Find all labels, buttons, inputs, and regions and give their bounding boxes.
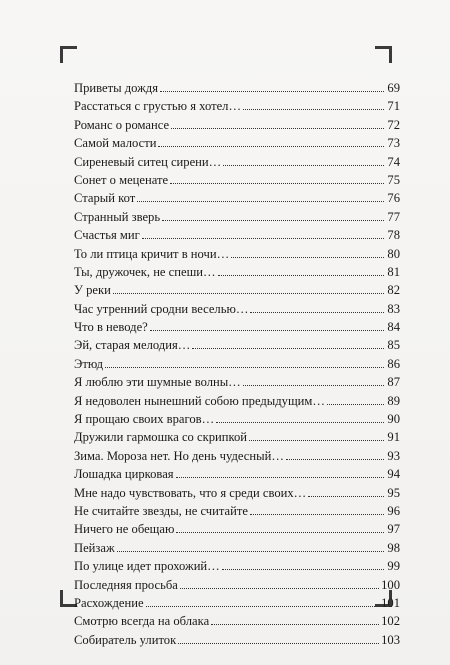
toc-entry-title: Этюд — [74, 356, 103, 371]
toc-entry — [74, 189, 400, 207]
toc-entry-page: 84 — [387, 320, 400, 335]
toc-entry-title: Что в неводе? — [74, 320, 148, 335]
toc-entry-title: Пейзаж — [74, 540, 115, 555]
toc-entry-leader — [308, 496, 384, 497]
toc-entry-leader — [117, 551, 384, 552]
toc-entry — [74, 318, 400, 336]
toc-entry — [74, 392, 400, 410]
toc-entry — [74, 79, 400, 97]
toc-entry — [74, 484, 400, 502]
toc-entry-page: 72 — [387, 117, 400, 132]
toc-entry-page: 91 — [387, 430, 400, 445]
toc-entry-title: Собиратель улиток — [74, 632, 177, 647]
toc-entry-leader — [243, 385, 384, 386]
toc-entry — [74, 502, 400, 520]
toc-entry-page: 71 — [387, 99, 400, 114]
toc-entry-page: 76 — [387, 191, 400, 206]
toc-entry-leader — [162, 220, 384, 221]
toc-entry-leader — [146, 606, 380, 607]
toc-entry — [74, 281, 400, 299]
toc-entry-page: 87 — [387, 375, 400, 390]
toc-entry-page: 93 — [387, 448, 400, 463]
toc-entry-leader — [171, 128, 384, 129]
toc-entry-page: 89 — [387, 393, 400, 408]
toc-entry-title: У реки — [74, 283, 111, 298]
toc-entry-title: Приветы дождя — [74, 81, 158, 95]
toc-entry-title: Сонет о меценате — [74, 172, 169, 187]
toc-entry-leader — [222, 569, 384, 570]
toc-entry-leader — [158, 146, 384, 147]
toc-entry — [74, 594, 400, 612]
toc-entry — [74, 116, 400, 134]
toc-entry — [74, 134, 400, 152]
toc-entry — [74, 465, 400, 483]
toc-entry-leader — [160, 91, 384, 92]
toc-entry-page: 97 — [387, 522, 400, 537]
corner-ornament-top-right — [375, 46, 392, 63]
toc-entry-leader — [150, 330, 384, 331]
toc-entry — [74, 336, 400, 354]
toc-entry-title: Дружили гармошка со скрипкой — [74, 430, 247, 445]
toc-entry-title: Романс о романсе — [74, 117, 170, 132]
toc-entry — [74, 208, 400, 226]
toc-entry-title: Старый кот — [74, 191, 136, 206]
toc-entry-title: Зима. Мороза нет. Но день чудесный… — [74, 448, 284, 463]
toc-entry-title: Ты, дружочек, не спеши… — [74, 264, 216, 279]
toc-entry — [74, 576, 400, 594]
toc-entry-leader — [192, 348, 384, 349]
toc-entry-leader — [327, 404, 384, 405]
toc-entry-leader — [113, 293, 384, 294]
toc-entry-title: Счастья миг — [74, 228, 140, 243]
toc-entry-title: Странный зверь — [74, 209, 161, 224]
toc-entry — [74, 245, 400, 263]
toc-entry-title: Сиреневый ситец сирени… — [74, 154, 222, 169]
toc-entry-page: 78 — [387, 228, 400, 243]
toc-entry-leader — [250, 514, 384, 515]
toc-entry — [74, 631, 400, 649]
toc-entry-page: 83 — [387, 301, 400, 316]
toc-entry-title: Эй, старая мелодия… — [74, 338, 191, 353]
toc-entry-page: 95 — [387, 485, 400, 500]
toc-entry — [74, 97, 400, 115]
toc-entry-title: Лошадка цирковая — [74, 467, 174, 482]
toc-entry — [74, 263, 400, 281]
corner-ornament-top-left — [60, 46, 77, 63]
toc-entry-leader — [105, 367, 384, 368]
toc-entry — [74, 153, 400, 171]
toc-entry-page: 100 — [381, 577, 400, 592]
toc-entry-leader — [176, 532, 384, 533]
toc-entry-leader — [223, 165, 384, 166]
toc-entry-title: Расстаться с грустью я хотел… — [74, 99, 242, 114]
toc-entry-page: 90 — [387, 412, 400, 427]
toc-entry-page: 82 — [387, 283, 400, 298]
toc-entry-leader — [180, 588, 379, 589]
toc-entry-leader — [286, 459, 384, 460]
toc-entry-title: Ничего не обещаю — [74, 522, 175, 537]
toc-entry-leader — [250, 312, 384, 313]
toc-entry-title: Я недоволен нынешний собою предыдущим… — [74, 393, 325, 408]
toc-entry-page: 99 — [387, 559, 400, 574]
toc-entry-title: Мне надо чувствовать, что я среди своих… — [74, 485, 307, 500]
toc-entry — [74, 447, 400, 465]
toc-entry — [74, 226, 400, 244]
toc-entry — [74, 520, 400, 538]
toc-entry — [74, 171, 400, 189]
toc-entry-page: 85 — [387, 338, 400, 353]
toc-entry-page: 75 — [387, 172, 400, 187]
toc-entry — [74, 557, 400, 575]
toc-entry-leader — [231, 257, 384, 258]
toc-entry — [74, 300, 400, 318]
toc-entry-page: 73 — [387, 136, 400, 151]
toc-entry-title: То ли птица кричит в ночи… — [74, 246, 230, 261]
toc-entry-page: 101 — [381, 595, 400, 610]
toc-entry — [74, 539, 400, 557]
toc-entry-page: 80 — [387, 246, 400, 261]
toc-entry-leader — [176, 477, 384, 478]
toc-entry-leader — [216, 422, 384, 423]
toc-entry-title: Я прощаю своих врагов… — [74, 412, 215, 427]
toc-entry-title: Последняя просьба — [74, 577, 178, 592]
toc-entry-title: По улице идет прохожий… — [74, 559, 220, 574]
toc-entry-leader — [218, 275, 384, 276]
toc-entry-page: 98 — [387, 540, 400, 555]
toc-entry-leader — [243, 109, 384, 110]
toc-entry-page: 96 — [387, 503, 400, 518]
toc-entry-title: Смотрю всегда на облака — [74, 614, 210, 629]
toc-entry-page: 94 — [387, 467, 400, 482]
toc-entry-title: Расхождение — [74, 595, 144, 610]
toc-entry-title: Не считайте звезды, не считайте — [74, 503, 248, 518]
toc-entry-page: 86 — [387, 356, 400, 371]
toc-entry — [74, 428, 400, 446]
toc-entry-page: 74 — [387, 154, 400, 169]
toc-entry-title: Самой малости — [74, 136, 157, 151]
toc-entry-title: Час утренний сродни веселью… — [74, 301, 249, 316]
toc-entry-page: 77 — [387, 209, 400, 224]
toc-entry-page: 69 — [387, 81, 400, 95]
toc-entry-page: 81 — [387, 264, 400, 279]
toc-entry-leader — [249, 440, 384, 441]
toc-entry-leader — [142, 238, 384, 239]
toc-entry-leader — [178, 643, 379, 644]
toc-entry — [74, 612, 400, 630]
toc-entry-page: 102 — [381, 614, 400, 629]
toc-entry-title: Я люблю эти шумные волны… — [74, 375, 241, 390]
toc-entry — [74, 355, 400, 373]
toc-entry-page: 103 — [381, 632, 400, 647]
toc-entry — [74, 373, 400, 391]
toc-entry-leader — [211, 624, 379, 625]
table-of-contents — [74, 79, 400, 649]
toc-entry-leader — [170, 183, 384, 184]
toc-entry-leader — [137, 201, 384, 202]
toc-entry — [74, 410, 400, 428]
